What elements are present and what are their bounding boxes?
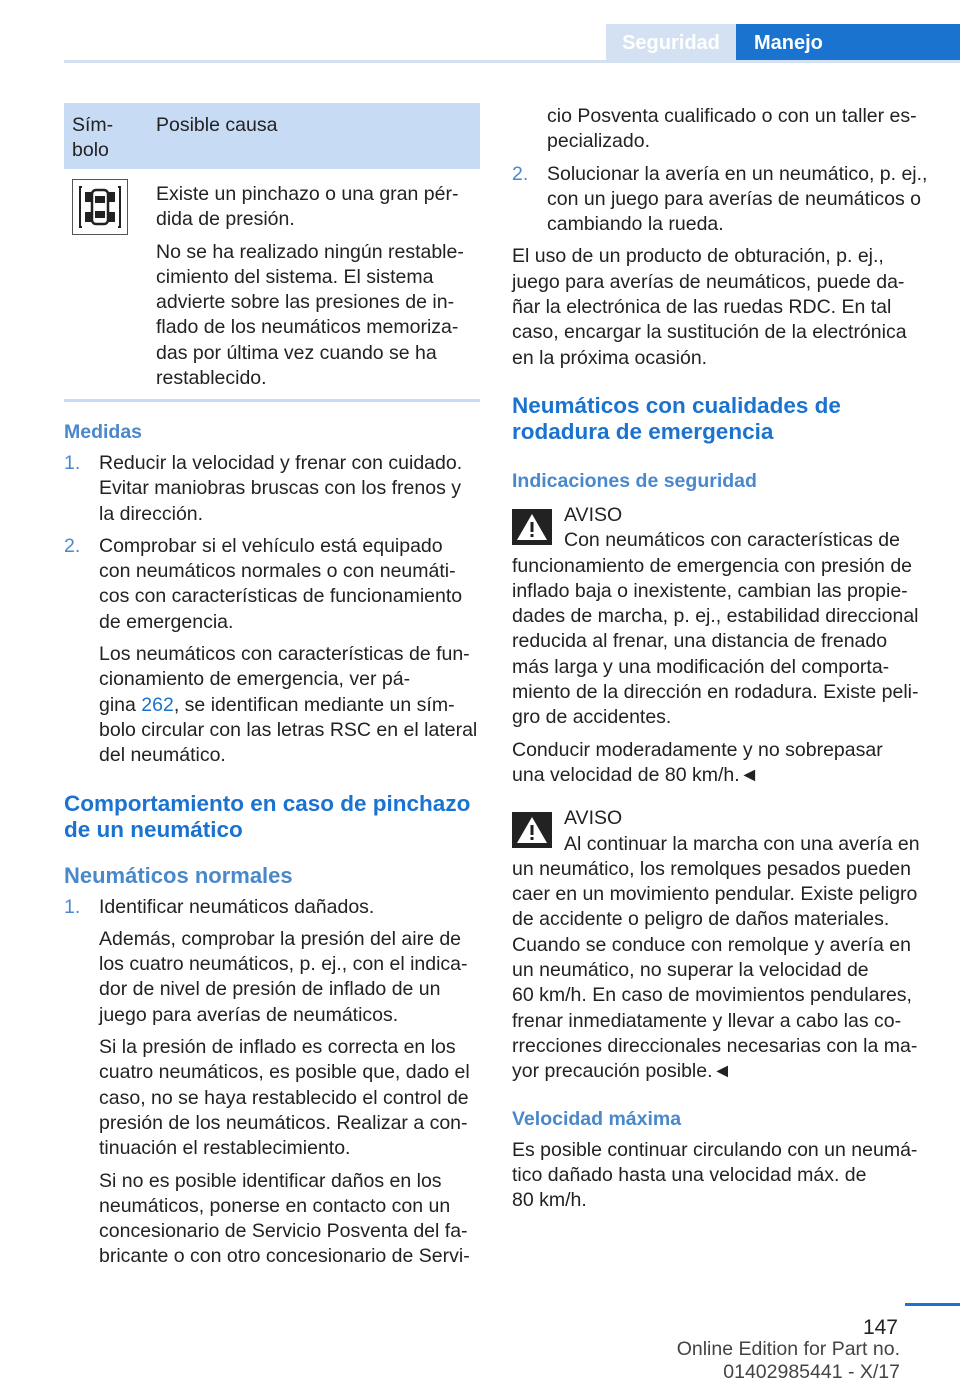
normal-tyres-list	[64, 895, 480, 1270]
header-tab-seguridad[interactable]: Seguridad	[606, 24, 736, 62]
right-list	[512, 162, 928, 238]
warning-1-end: Conducir moderadamente y no sobrepasar una velocidad de 80 km/h.◄	[512, 738, 883, 786]
warning-2-first-line: Al continuar la marcha con una avería en	[564, 832, 920, 855]
medidas-list	[64, 451, 480, 769]
warning-2-text: un neumático, los remolques pesados pueden caer en un movimiento pendular. Existe peligro de accidente o peligro de daños materiales. Cuando se conduce con remolque y avería en un neumático, no superar la velocidad de 60 km/h. En caso de movimientos pendulares, frenar inmediatamente y llevar a cabo las co- rrecciones direccionales necesarias con la ma- yor precaución posible.◄	[512, 857, 918, 1083]
page-number: 147	[862, 1316, 898, 1339]
left-column	[64, 420, 480, 1270]
table-cause-puncture: Existe un pinchazo o una gran pér- dida de presión.	[156, 183, 459, 231]
medidas-item-1: Reducir la velocidad y frenar con cuidado. Evitar maniobras bruscas con los frenos y la dirección.	[99, 452, 463, 525]
medidas-item-2: Comprobar si el vehículo está equipado con neumáticos normales o con neumáti- cos con características de funcionamiento de emergencia.	[99, 534, 463, 633]
table-header	[64, 103, 480, 169]
behaviour-heading: Comportamiento en caso de pinchazo de un neumático	[64, 790, 471, 842]
list-number: 2.	[64, 534, 81, 557]
normal-item-p1: Identificar neumáticos dañados.	[99, 895, 375, 918]
medidas-heading: Medidas	[64, 421, 143, 443]
runflat-heading: Neumáticos con cualidades de rodadura de emergencia	[512, 392, 841, 444]
continued-text: cio Posventa cualificado o con un taller es- pecializado.	[547, 105, 917, 153]
normal-item-p2: Además, comprobar la presión del aire de los cuatro neumáticos, p. ej., con el indica- dor de nivel de presión de inflado de un juego para averías de neumáticos.	[99, 927, 468, 1026]
warning-block-1	[512, 503, 928, 788]
table-row	[64, 169, 480, 402]
page-link-262[interactable]: 262	[141, 693, 174, 716]
edition-footer: Online Edition for Part no. 01402985441 - X/17	[676, 1338, 900, 1383]
list-number: 2.	[512, 162, 529, 185]
header-tab-manejo[interactable]: Manejo	[736, 24, 960, 62]
warning-triangle-icon	[512, 509, 552, 545]
speed-heading: Velocidad máxima	[512, 1107, 682, 1130]
symbol-cause-table	[64, 103, 480, 402]
normal-item-p4: Si no es posible identificar daños en los neumáticos, ponerse en contacto con un concesionario de Servicio Posventa del fa- bricante o con otro concesionario de Servi-	[99, 1169, 470, 1268]
warning-1-first-line: Con neumáticos con características de	[564, 529, 900, 552]
right-item-2: Solucionar la avería en un neumático, p. ej., con un juego para averías de neumáticos o cambiando la rueda.	[547, 162, 928, 236]
tire-pressure-warning-icon	[72, 179, 128, 235]
list-number: 1.	[64, 452, 81, 474]
warning-1-title: AVISO	[564, 503, 623, 526]
list-item	[64, 451, 480, 527]
warning-block-2	[512, 806, 928, 1084]
sealant-paragraph: El uso de un producto de obturación, p. ej., juego para averías de neumáticos, puede da- ñar la electrónica de las ruedas RDC. En tal caso, encargar la sustitución de la electrónica en la próxima ocasión.	[512, 245, 907, 369]
warning-triangle-icon	[512, 812, 552, 848]
normal-item-p3: Si la presión de inflado es correcta en los cuatro neumáticos, es posible que, dado el caso, no se haya restablecido el control de presión de los neumáticos. Realizar a con- tinuación el restablecimiento.	[99, 1036, 470, 1160]
warning-1-text: funcionamiento de emergencia con presión de inflado baja o inexistente, cambian las propie- dades de marcha, p. ej., estabilidad direccional reducida al frenar, una distancia de frenado más larga y una modificación del comporta- miento de la dirección en rodadura. Existe peli- gro de accidentes.	[512, 554, 919, 729]
list-item	[512, 162, 928, 238]
list-item	[64, 895, 480, 1270]
warning-2-title: AVISO	[564, 807, 623, 830]
safety-heading: Indicaciones de seguridad	[512, 469, 757, 492]
table-cause-no-reset: No se ha realizado ningún restable- cimiento del sistema. El sistema advierte sobre las presiones de in- flado de los neumáticos memoriza- das por última vez cuando se ha restablecido.	[156, 240, 464, 390]
table-header-symbol: Sím- bolo	[72, 114, 114, 161]
speed-text: Es posible continuar circulando con un neumá- tico dañado hasta una velocidad máx. de 80 km/h.	[512, 1138, 918, 1212]
list-item	[64, 534, 480, 769]
header-rule	[64, 60, 960, 63]
footer-rule	[905, 1303, 960, 1306]
medidas-item-2-extra: Los neumáticos con características de fun- cionamiento de emergencia, ver pá- gina 262, se identifican mediante un sím- bolo circular con las letras RSC en el lateral del neumático.	[99, 643, 478, 767]
table-header-cause: Posible causa	[156, 114, 278, 136]
right-column	[512, 104, 928, 1213]
normal-tyres-heading: Neumáticos normales	[64, 862, 293, 888]
list-number: 1.	[64, 895, 81, 918]
